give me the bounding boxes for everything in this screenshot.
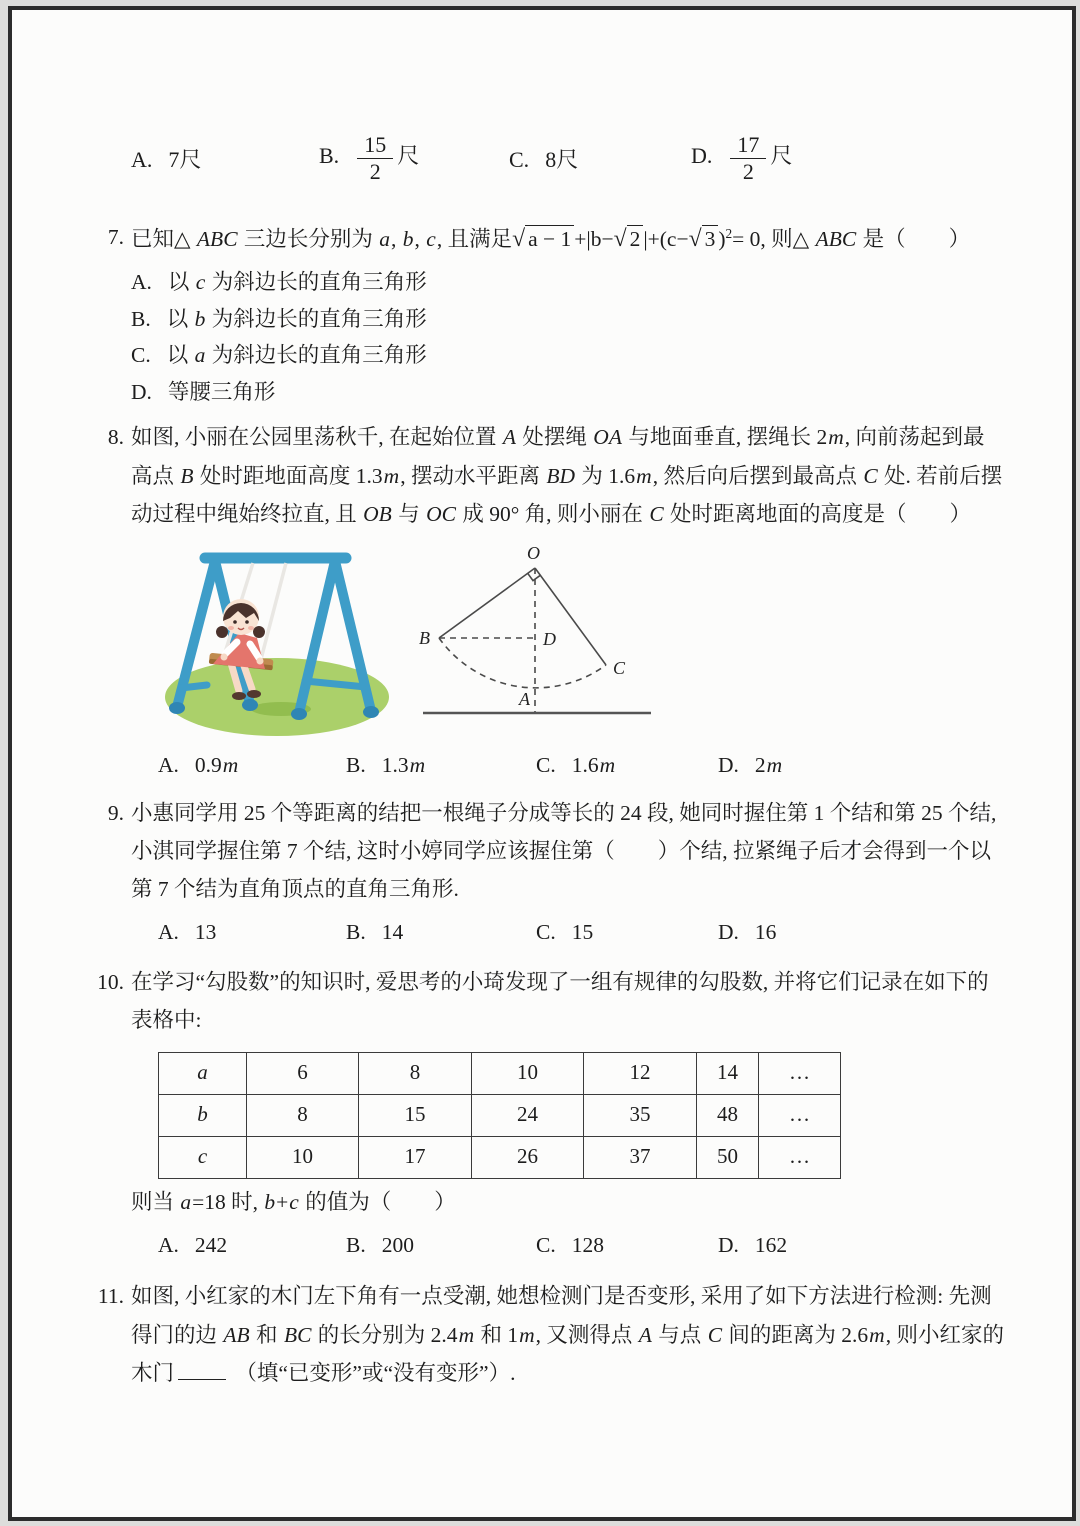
option-value: 0.9m <box>194 753 239 778</box>
question-9 <box>104 794 1004 951</box>
table-cell: 15 <box>359 1094 472 1136</box>
table-cell: 10 <box>247 1136 359 1178</box>
option-value: 以 a 为斜边长的直角三角形 <box>166 343 427 368</box>
option-label: C. <box>536 753 556 778</box>
option-label: B. <box>346 1232 366 1257</box>
q9-options-row <box>131 914 1004 951</box>
option-value: 14 <box>381 920 404 945</box>
table-cell: 35 <box>584 1094 697 1136</box>
question-number: 8. <box>107 425 124 450</box>
row-header-c: c <box>159 1136 247 1178</box>
girl-blush <box>228 626 234 630</box>
option-label: C. <box>509 146 530 172</box>
swing-illustration <box>153 541 401 739</box>
q8-option-c <box>536 747 718 784</box>
option-value: 128 <box>571 1232 604 1257</box>
fraction-numerator: 15 <box>364 132 387 158</box>
row-header-b: b <box>159 1094 247 1136</box>
q7-option-a <box>131 264 1004 301</box>
table-cell: 50 <box>697 1136 759 1178</box>
question-10 <box>97 963 1004 1263</box>
fraction <box>357 132 393 184</box>
question-number: 7. <box>107 225 124 249</box>
girl-blush <box>248 626 254 630</box>
q10-option-b <box>346 1227 536 1264</box>
question-number: 11. <box>97 1284 124 1309</box>
girl-hair-bun <box>216 626 228 638</box>
q8-option-b <box>346 747 536 784</box>
q6-option-b <box>319 132 509 184</box>
option-value: 8尺 <box>545 146 579 172</box>
option-label: A. <box>131 270 152 295</box>
geometry-diagram <box>417 541 657 739</box>
grass-ellipse <box>165 658 389 736</box>
worksheet-page <box>8 6 1076 1521</box>
question-11 <box>97 1277 1004 1392</box>
girl-hand <box>221 654 228 661</box>
option-label: B. <box>346 920 366 945</box>
label-A: A <box>519 689 530 710</box>
option-value: 1.3m <box>381 753 426 778</box>
question-number: 10. <box>97 969 124 994</box>
label-C: C <box>613 658 626 679</box>
pythagorean-triples-table <box>158 1052 841 1179</box>
q6-option-a <box>131 143 319 174</box>
answer-blank <box>178 1377 226 1380</box>
table-cell: 10 <box>472 1052 584 1094</box>
table-cell: 26 <box>472 1136 584 1178</box>
right-angle-mark <box>528 573 541 580</box>
q7-option-d <box>131 374 1004 411</box>
option-value: 200 <box>381 1232 414 1257</box>
option-unit: 尺 <box>770 143 793 169</box>
girl-eye <box>245 620 249 624</box>
q7-option-b <box>131 301 1004 338</box>
q8-option-d <box>718 747 1004 784</box>
table-cell: 12 <box>584 1052 697 1094</box>
q7-options <box>131 264 1004 410</box>
question-stem: 在学习“勾股数”的知识时, 爱思考的小琦发现了一组有规律的勾股数, 并将它们记录在如下的表格中: <box>131 969 989 1033</box>
fraction-denominator: 2 <box>730 158 766 184</box>
question-7 <box>104 218 1004 410</box>
label-B: B <box>419 628 430 649</box>
q9-option-b <box>346 914 536 951</box>
worksheet-content <box>97 10 1004 1392</box>
option-label: C. <box>536 920 556 945</box>
option-value: 162 <box>754 1232 788 1257</box>
table-row <box>159 1136 841 1178</box>
option-label: A. <box>158 920 179 945</box>
fraction-numerator: 17 <box>737 132 760 158</box>
label-O: O <box>527 543 540 564</box>
option-label: D. <box>131 379 152 404</box>
girl-shoe <box>247 690 261 698</box>
q10-option-d <box>718 1227 1004 1264</box>
option-label: A. <box>158 1232 179 1257</box>
label-D: D <box>543 629 556 650</box>
table-cell: 14 <box>697 1052 759 1094</box>
option-value: 15 <box>571 920 594 945</box>
option-value: 16 <box>754 920 777 945</box>
question-number: 9. <box>107 800 124 825</box>
option-label: B. <box>319 143 340 169</box>
q8-option-a <box>158 747 346 784</box>
q6-option-c <box>509 143 691 174</box>
fraction <box>730 132 766 184</box>
option-value: 等腰三角形 <box>167 379 276 404</box>
q8-figures <box>153 541 1004 739</box>
question-stem: 小惠同学用 25 个等距离的结把一根绳子分成等长的 24 段, 她同时握住第 1 个结和第 25 个结, 小淇同学握住第 7 个结, 这时小婷同学应该握住第（ ）个结, 拉紧绳子后才会得到一个以第 7 个结为直角顶点的直角三角形. <box>131 800 997 902</box>
option-label: D. <box>718 753 739 778</box>
q6-option-d <box>691 132 1004 184</box>
table-cell: 8 <box>359 1052 472 1094</box>
girl-shoe <box>232 692 246 700</box>
option-value: 7尺 <box>168 146 202 172</box>
option-label: A. <box>158 753 179 778</box>
q10-tail: 则当 a=18 时, b+c 的值为（ ） <box>131 1189 456 1214</box>
option-label: D. <box>718 920 739 945</box>
option-label: D. <box>691 143 713 169</box>
girl-hand <box>257 658 264 665</box>
table-cell: 24 <box>472 1094 584 1136</box>
q7-option-c <box>131 337 1004 374</box>
segment-OC <box>535 568 606 665</box>
q9-option-a <box>158 914 346 951</box>
girl-eye <box>233 620 237 624</box>
option-label: A. <box>131 146 153 172</box>
q10-options-row <box>131 1227 1004 1264</box>
question-stem: 如图, 小丽在公园里荡秋千, 在起始位置 A 处摆绳 OA 与地面垂直, 摆绳长 2m, 向前荡起到最高点 B 处时距地面高度 1.3m, 摆动水平距离 BD 为 1.6m, 然后向后摆到最高点 C 处. 若前后摆动过程中绳始终拉直, 且 OB 与 OC 成 90° 角, 则小丽在 C 处时距离地面的高度是（ ） <box>131 425 1003 526</box>
table-cell: 37 <box>584 1136 697 1178</box>
fraction-denominator: 2 <box>357 158 393 184</box>
question-stem: 如图, 小红家的木门左下角有一点受潮, 她想检测门是否变形, 采用了如下方法进行检测: 先测得门的边 AB 和 BC 的长分别为 2.4m 和 1m, 又测得点 A 与点 C 间的距离为 2.6m, 则小红家的木门 （填“已变形”或“没有变形”）. <box>131 1284 1004 1385</box>
segment-OB <box>439 568 535 638</box>
table-cell: … <box>759 1052 841 1094</box>
option-value: 1.6m <box>571 753 616 778</box>
option-value: 2m <box>754 753 783 778</box>
option-value: 以 c 为斜边长的直角三角形 <box>167 270 427 295</box>
option-label: B. <box>131 306 151 331</box>
option-label: D. <box>718 1232 739 1257</box>
question-8 <box>104 418 1004 783</box>
q10-option-a <box>158 1227 346 1264</box>
q9-option-c <box>536 914 718 951</box>
option-value: 13 <box>194 920 217 945</box>
table-cell: … <box>759 1136 841 1178</box>
option-label: C. <box>131 343 151 368</box>
table-cell: 17 <box>359 1136 472 1178</box>
q6-options-row <box>104 114 1004 202</box>
q10-option-c <box>536 1227 718 1264</box>
q8-options-row <box>131 747 1004 784</box>
option-value: 以 b 为斜边长的直角三角形 <box>166 306 427 331</box>
option-label: B. <box>346 753 366 778</box>
table-cell: 6 <box>247 1052 359 1094</box>
girl-hair-bun <box>253 626 265 638</box>
option-unit: 尺 <box>397 143 420 169</box>
question-stem: 已知△ ABC 三边长分别为 a, b, c, 且满足√ a − 1 +|b−√ 2 |+(c−√ 3 )$^2$= 0, 则△ ABC 是（ ） <box>131 225 971 252</box>
table-row <box>159 1052 841 1094</box>
row-header-a: a <box>159 1052 247 1094</box>
table-row <box>159 1094 841 1136</box>
table-cell: … <box>759 1094 841 1136</box>
option-label: C. <box>536 1232 556 1257</box>
q9-option-d <box>718 914 1004 951</box>
option-value: 242 <box>194 1232 228 1257</box>
table-cell: 48 <box>697 1094 759 1136</box>
arc-BAC-dashed <box>439 638 606 688</box>
table-cell: 8 <box>247 1094 359 1136</box>
